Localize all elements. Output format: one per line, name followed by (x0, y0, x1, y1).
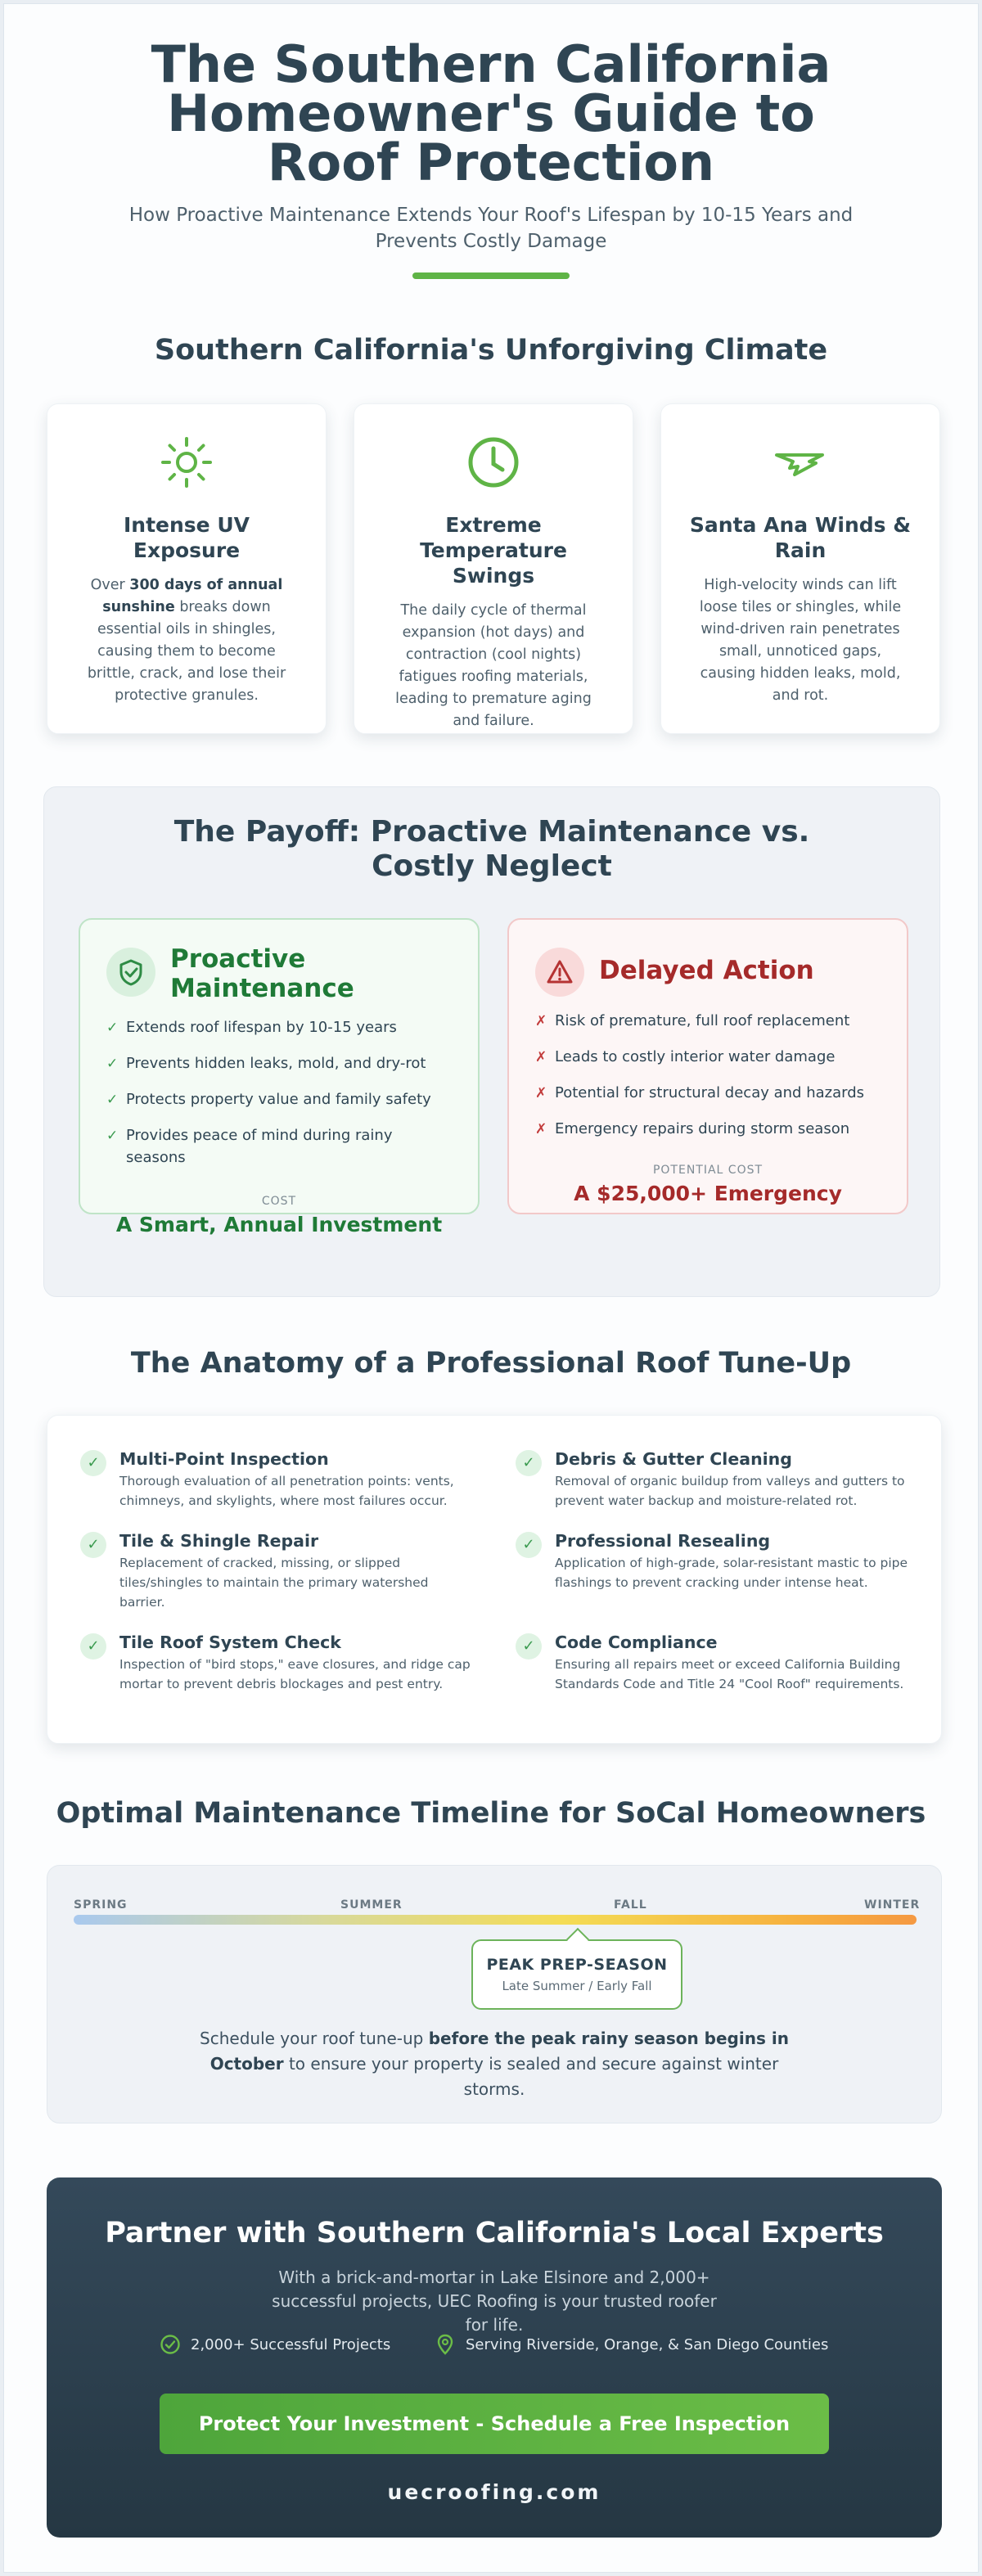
schedule-inspection-button[interactable]: Protect Your Investment - Schedule a Free Inspection (160, 2394, 829, 2454)
check-circle-icon (160, 2334, 181, 2355)
cross-icon: ✗ (535, 1121, 547, 1137)
service-text: Ensuring all repairs meet or exceed California Building Standards Code and Title 24 "Cool Roof" requirements. (555, 1657, 904, 1691)
title-divider (412, 272, 570, 279)
service-item (80, 1632, 473, 1694)
page-title: The Southern California Homeowner's Guide to Roof Protection (151, 34, 831, 192)
climate-card-text: The daily cycle of thermal expansion (hot days) and contraction (cool nights) fatigues roofing materials, leading to premature aging and failure. (395, 602, 592, 729)
check-icon: ✓ (106, 1020, 119, 1036)
cross-icon: ✗ (535, 1049, 547, 1065)
location-pin-icon (435, 2334, 456, 2355)
infographic-page (3, 3, 979, 2573)
callout-pointer (566, 1928, 589, 1951)
timeline-panel (47, 1865, 942, 2123)
season-label: WINTER (864, 1898, 921, 1912)
check-icon: ✓ (516, 1532, 542, 1558)
service-title: Tile Roof System Check (119, 1633, 341, 1652)
cost-value: A $25,000+ Emergency (574, 1182, 842, 1205)
list-item: ✓ Extends roof lifespan by 10-15 years (106, 1016, 450, 1038)
service-item (516, 1530, 908, 1592)
shield-check-icon (106, 948, 155, 997)
payoff-section (43, 786, 940, 1297)
service-title: Tile & Shingle Repair (119, 1531, 319, 1551)
service-item (80, 1530, 473, 1612)
delayed-title: Delayed Action (599, 956, 814, 985)
check-icon: ✓ (80, 1633, 106, 1660)
list-item: ✗ Potential for structural decay and hazards (535, 1082, 895, 1104)
season-label: FALL (614, 1898, 647, 1912)
service-item (516, 1632, 908, 1694)
service-title: Debris & Gutter Cleaning (555, 1449, 792, 1469)
cta-title: Partner with Southern California's Local Experts (105, 2217, 884, 2249)
service-text: Removal of organic buildup from valleys and gutters to prevent water backup and moisture-related rot. (555, 1474, 905, 1508)
service-title: Professional Resealing (555, 1531, 771, 1551)
list-item: ✓ Prevents hidden leaks, mold, and dry-rot (106, 1052, 450, 1074)
climate-heading: Southern California's Unforgiving Climate (154, 334, 828, 367)
climate-card-uv (47, 403, 327, 734)
service-text: Inspection of "bird stops," eave closures, and ridge cap mortar to prevent debris blockages and pest entry. (119, 1657, 471, 1691)
service-item (80, 1448, 473, 1511)
check-icon: ✓ (106, 1092, 119, 1108)
season-gradient-bar (74, 1915, 917, 1925)
clock-icon (465, 434, 522, 491)
check-icon: ✓ (80, 1532, 106, 1558)
cost-label: COST (261, 1195, 297, 1208)
delayed-card (507, 918, 908, 1214)
timeline-heading: Optimal Maintenance Timeline for SoCal Homeowners (56, 1797, 926, 1830)
warning-icon (535, 948, 584, 997)
service-title: Multi-Point Inspection (119, 1449, 329, 1469)
delayed-list (535, 1010, 895, 1154)
check-icon: ✓ (106, 1128, 119, 1144)
list-item: ✓ Protects property value and family safety (106, 1088, 450, 1110)
service-title: Code Compliance (555, 1633, 718, 1652)
proactive-title: Proactive Maintenance (170, 944, 354, 1003)
cta-section (47, 2177, 942, 2538)
cost-value: A Smart, Annual Investment (115, 1213, 443, 1236)
check-icon: ✓ (516, 1450, 542, 1476)
list-item: ✗ Risk of premature, full roof replacement (535, 1010, 895, 1032)
peak-subtitle: Late Summer / Early Fall (502, 1979, 652, 1993)
service-text: Replacement of cracked, missing, or slipped tiles/shingles to maintain the primary watershed barrier. (119, 1556, 429, 1610)
season-label: SUMMER (340, 1898, 403, 1912)
list-item: ✗ Leads to costly interior water damage (535, 1046, 895, 1068)
list-item: ✗ Emergency repairs during storm season (535, 1118, 895, 1140)
climate-card-title: Intense UV Exposure (124, 513, 250, 562)
check-icon: ✓ (516, 1633, 542, 1660)
service-text: Thorough evaluation of all penetration points: vents, chimneys, and skylights, where most failures occur. (119, 1474, 454, 1508)
climate-card-title: Santa Ana Winds & Rain (689, 513, 912, 562)
hero-section (4, 34, 978, 279)
cta-subtitle: With a brick-and-mortar in Lake Elsinore and 2,000+ successful projects, UEC Roofing is your trusted roofer for life. (272, 2268, 717, 2335)
peak-season-callout (471, 1939, 682, 2010)
cross-icon: ✗ (535, 1013, 547, 1029)
website-link[interactable]: uecroofing.com (387, 2480, 601, 2504)
anatomy-heading: The Anatomy of a Professional Roof Tune-Up (130, 1347, 852, 1380)
cost-label: POTENTIAL COST (652, 1164, 764, 1177)
climate-card-title: Extreme Temperature Swings (420, 513, 567, 588)
climate-card-text: High-velocity winds can lift loose tiles or shingles, while wind-driven rain penetrates small, unnoticed gaps, causing hidden leaks, mold, and rot. (699, 577, 902, 704)
service-text: Application of high-grade, solar-resistant mastic to pipe flashings to prevent cracking under intense heat. (555, 1556, 908, 1590)
peak-title: PEAK PREP-SEASON (486, 1956, 668, 1974)
sun-icon (158, 434, 215, 491)
list-item: ✓ Provides peace of mind during rainy seasons (106, 1127, 393, 1166)
cross-icon: ✗ (535, 1085, 547, 1101)
payoff-heading: The Payoff: Proactive Maintenance vs. Costly Neglect (173, 815, 810, 883)
service-item (516, 1448, 908, 1511)
wind-icon (772, 434, 829, 491)
climate-card-temperature (354, 403, 633, 734)
climate-card-text: Over 300 days of annual sunshine breaks down essential oils in shingles, causing them to become brittle, crack, and lose their protective granules. (87, 577, 286, 704)
climate-card-winds (660, 403, 940, 734)
timeline-note: Schedule your roof tune-up before the peak rainy season begins in October to ensure your property is sealed and secure against winter storms. (200, 2029, 789, 2099)
page-subtitle: How Proactive Maintenance Extends Your Roof's Lifespan by 10-15 Years and Prevents Costly Damage (128, 205, 854, 252)
anatomy-card (47, 1415, 942, 1744)
proactive-card (79, 918, 480, 1236)
check-icon: ✓ (106, 1056, 119, 1072)
projects-badge: 2,000+ Successful Projects (160, 2336, 390, 2353)
check-icon: ✓ (80, 1450, 106, 1476)
service-area-badge: Serving Riverside, Orange, & San Diego Counties (435, 2336, 828, 2353)
proactive-list (106, 1016, 450, 1182)
season-label: SPRING (74, 1898, 128, 1912)
